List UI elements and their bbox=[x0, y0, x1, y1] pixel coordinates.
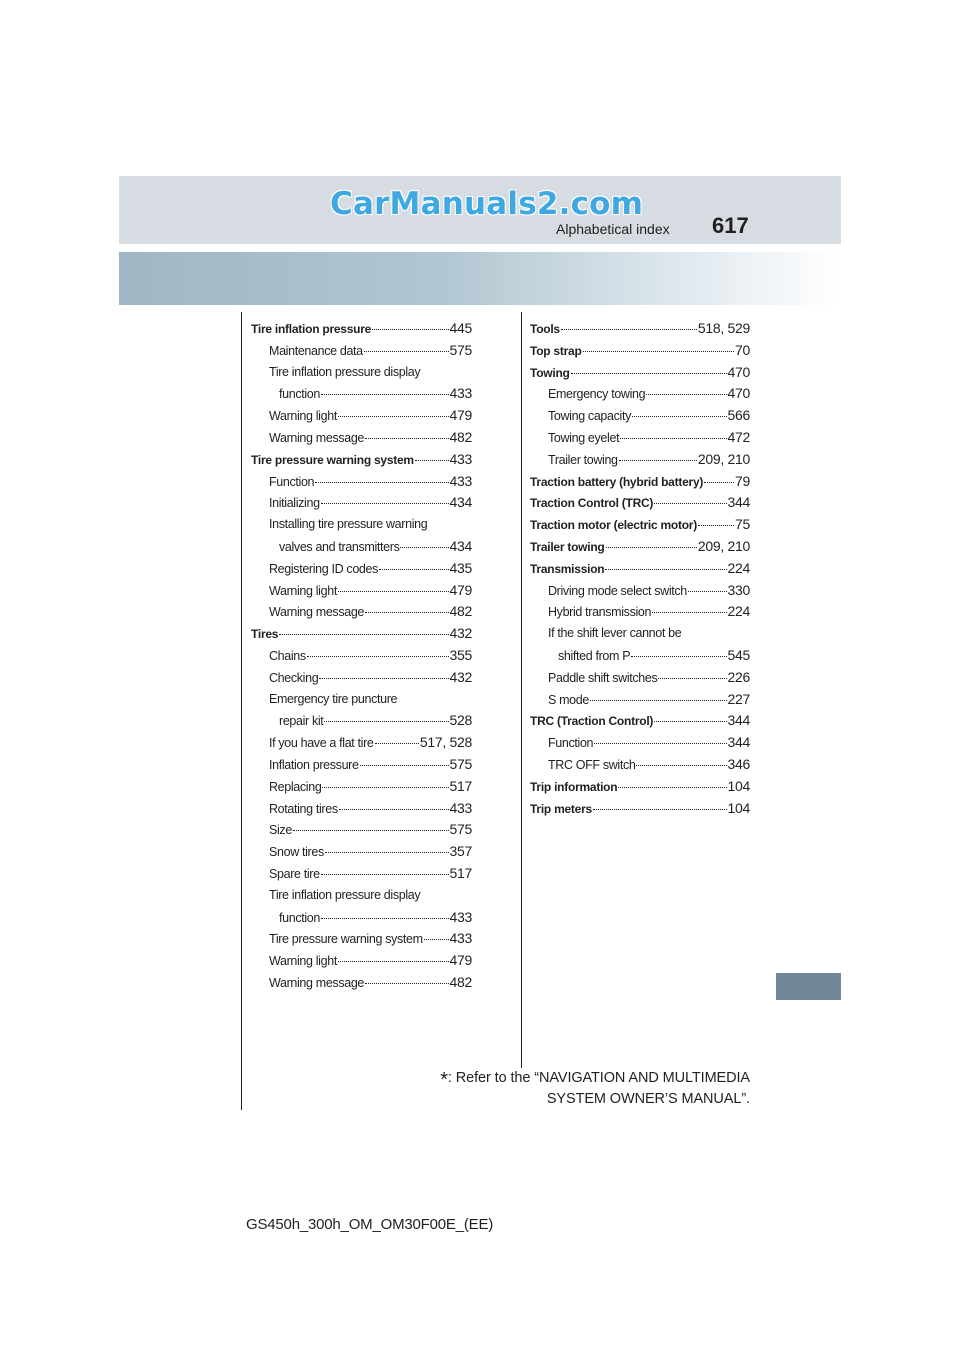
index-entry bbox=[530, 601, 750, 623]
index-entry-label: Tire pressure warning system bbox=[251, 452, 414, 467]
index-entry-page: 346 bbox=[727, 755, 750, 772]
dot-leader bbox=[415, 460, 449, 461]
chapter-band bbox=[119, 252, 841, 305]
dot-leader bbox=[688, 591, 727, 592]
index-entry bbox=[251, 885, 472, 907]
index-entry bbox=[251, 383, 472, 405]
dot-leader bbox=[646, 394, 726, 395]
index-entry bbox=[251, 580, 472, 602]
dot-leader bbox=[307, 656, 449, 657]
index-entry-page: 470 bbox=[727, 363, 750, 380]
index-entry bbox=[251, 689, 472, 711]
index-entry bbox=[530, 623, 750, 645]
dot-leader bbox=[620, 438, 726, 439]
dot-leader bbox=[652, 612, 726, 613]
index-entry bbox=[251, 340, 472, 362]
index-entry bbox=[530, 689, 750, 711]
index-entry-page: 209, 210 bbox=[697, 537, 750, 554]
index-entry-page: 517, 528 bbox=[419, 734, 472, 751]
dot-leader bbox=[324, 721, 448, 722]
index-column-left bbox=[251, 318, 472, 994]
index-entry-label: Traction Control (TRC) bbox=[530, 496, 654, 511]
index-entry bbox=[251, 819, 472, 841]
index-entry bbox=[251, 841, 472, 863]
index-entry-page: 575 bbox=[449, 821, 472, 838]
index-entry-label: Warning light bbox=[269, 583, 337, 598]
index-entry-page: 528 bbox=[449, 712, 472, 729]
column-rule-middle bbox=[521, 312, 522, 1068]
dot-leader bbox=[364, 351, 449, 352]
dot-leader bbox=[400, 547, 448, 548]
index-entry-page: 79 bbox=[735, 472, 750, 489]
index-entry bbox=[530, 405, 750, 427]
index-entry bbox=[251, 492, 472, 514]
footnote-line-2: SYSTEM OWNER’S MANUAL”. bbox=[546, 1091, 750, 1107]
index-entry bbox=[251, 318, 472, 340]
index-entry-page: 482 bbox=[449, 428, 472, 445]
index-entry bbox=[251, 667, 472, 689]
index-entry-page: 344 bbox=[727, 712, 750, 729]
index-entry bbox=[251, 950, 472, 972]
dot-leader bbox=[319, 678, 448, 679]
index-entry-page: 433 bbox=[449, 385, 472, 402]
index-entry bbox=[251, 427, 472, 449]
index-entry-label: Tools bbox=[530, 322, 560, 336]
watermark-logo: CarManuals2.com bbox=[330, 186, 644, 222]
index-entry-label: If you have a flat tire bbox=[269, 736, 374, 751]
index-entry bbox=[530, 449, 750, 471]
dot-leader bbox=[594, 743, 726, 744]
dot-leader bbox=[619, 460, 697, 461]
index-entry-label: Tire inflation pressure display bbox=[269, 887, 421, 902]
index-entry-label: valves and transmitters bbox=[279, 539, 400, 554]
dot-leader bbox=[365, 612, 449, 613]
dot-leader bbox=[593, 809, 727, 810]
index-entry-label: Emergency towing bbox=[548, 387, 646, 402]
index-entry-label: Driving mode select switch bbox=[548, 583, 687, 598]
index-entry bbox=[530, 471, 750, 493]
index-entry bbox=[530, 645, 750, 667]
index-entry-page: 104 bbox=[727, 799, 750, 816]
section-title: Alphabetical index bbox=[556, 221, 670, 237]
dot-leader bbox=[618, 787, 726, 788]
dot-leader bbox=[315, 482, 448, 483]
index-entry-page: 209, 210 bbox=[697, 450, 750, 467]
dot-leader bbox=[338, 961, 449, 962]
index-entry bbox=[251, 362, 472, 384]
dot-leader bbox=[583, 351, 734, 352]
index-entry-label: Tire pressure warning system bbox=[269, 932, 423, 947]
index-entry-page: 470 bbox=[727, 385, 750, 402]
dot-leader bbox=[321, 918, 449, 919]
index-entry-page: 433 bbox=[449, 908, 472, 925]
index-entry-label: Chains bbox=[269, 648, 306, 663]
page-number: 617 bbox=[712, 213, 749, 238]
dot-leader bbox=[293, 830, 449, 831]
index-entry bbox=[530, 667, 750, 689]
index-entry-page: 433 bbox=[449, 472, 472, 489]
index-entry bbox=[251, 732, 472, 754]
index-entry bbox=[251, 907, 472, 929]
index-entry-page: 545 bbox=[727, 646, 750, 663]
index-entry bbox=[251, 536, 472, 558]
index-entry-label: Function bbox=[548, 736, 594, 751]
dot-leader bbox=[339, 809, 449, 810]
index-entry-label: Tire inflation pressure display bbox=[269, 364, 421, 379]
index-entry-label: Trip information bbox=[530, 779, 618, 794]
index-entry-label: TRC (Traction Control) bbox=[530, 714, 654, 729]
index-entry-page: 434 bbox=[449, 537, 472, 554]
index-entry-page: 575 bbox=[449, 755, 472, 772]
dot-leader bbox=[321, 874, 449, 875]
index-entry bbox=[530, 383, 750, 405]
index-entry-label: function bbox=[279, 910, 320, 925]
index-entry-label: Traction motor (electric motor) bbox=[530, 518, 697, 533]
dot-leader bbox=[654, 503, 726, 504]
dot-leader bbox=[321, 503, 449, 504]
index-entry-label: Top strap bbox=[530, 343, 582, 358]
dot-leader bbox=[590, 700, 727, 701]
index-entry bbox=[251, 623, 472, 645]
dot-leader bbox=[632, 416, 727, 417]
index-entry-page: 433 bbox=[449, 799, 472, 816]
index-entry-label: Function bbox=[269, 474, 315, 489]
index-entry bbox=[251, 645, 472, 667]
dot-leader bbox=[322, 787, 448, 788]
index-entry-label: Checking bbox=[269, 670, 319, 685]
index-entry-label: Warning message bbox=[269, 605, 365, 620]
index-entry bbox=[530, 427, 750, 449]
index-entry-label: Warning message bbox=[269, 430, 365, 445]
index-entry-label: Warning light bbox=[269, 954, 337, 969]
index-entry-page: 355 bbox=[449, 646, 472, 663]
index-entry-label: Trailer towing bbox=[548, 452, 618, 467]
index-entry-label: S mode bbox=[548, 692, 589, 707]
index-entry-label: Registering ID codes bbox=[269, 561, 379, 576]
index-entry-page: 479 bbox=[449, 581, 472, 598]
index-entry-label: Rotating tires bbox=[269, 801, 338, 816]
index-entry bbox=[530, 776, 750, 798]
index-entry-page: 433 bbox=[449, 930, 472, 947]
index-entry-label: Installing tire pressure warning bbox=[269, 517, 428, 532]
index-entry bbox=[530, 580, 750, 602]
index-entry-label: TRC OFF switch bbox=[548, 757, 636, 772]
dot-leader bbox=[372, 329, 448, 330]
index-entry-label: Snow tires bbox=[269, 845, 324, 860]
index-entry-page: 517 bbox=[449, 864, 472, 881]
index-entry-page: 344 bbox=[727, 734, 750, 751]
footnote-line-1: : Refer to the “NAVIGATION AND MULTIMEDIA bbox=[447, 1070, 750, 1086]
index-entry bbox=[251, 558, 472, 580]
index-entry bbox=[530, 318, 750, 340]
index-entry-label: Inflation pressure bbox=[269, 757, 359, 772]
index-entry-label: Trip meters bbox=[530, 801, 592, 816]
index-entry-label: Paddle shift switches bbox=[548, 670, 658, 685]
index-entry bbox=[251, 798, 472, 820]
index-entry-page: 434 bbox=[449, 494, 472, 511]
index-entry-label: Maintenance data bbox=[269, 343, 363, 358]
index-entry bbox=[530, 514, 750, 536]
dot-leader bbox=[561, 329, 697, 330]
index-entry bbox=[251, 405, 472, 427]
dot-leader bbox=[360, 765, 449, 766]
index-entry-label: Initializing bbox=[269, 496, 320, 511]
index-entry bbox=[530, 492, 750, 514]
index-column-right bbox=[530, 318, 750, 819]
index-entry-page: 482 bbox=[449, 973, 472, 990]
index-entry bbox=[251, 928, 472, 950]
index-entry bbox=[251, 449, 472, 471]
index-entry bbox=[251, 710, 472, 732]
index-entry bbox=[251, 776, 472, 798]
dot-leader bbox=[704, 482, 734, 483]
dot-leader bbox=[365, 983, 449, 984]
dot-leader bbox=[571, 373, 727, 374]
index-entry-page: 344 bbox=[727, 494, 750, 511]
index-entry-label: If the shift lever cannot be bbox=[548, 626, 682, 641]
index-entry-label: Warning message bbox=[269, 975, 365, 990]
index-entry bbox=[251, 471, 472, 493]
dot-leader bbox=[606, 547, 697, 548]
index-entry bbox=[251, 514, 472, 536]
index-entry-page: 479 bbox=[449, 407, 472, 424]
dot-leader bbox=[658, 678, 726, 679]
index-entry-label: Size bbox=[269, 823, 292, 838]
document-code: GS450h_300h_OM_OM30F00E_(EE) bbox=[246, 1216, 494, 1233]
index-entry-label: Tire inflation pressure bbox=[251, 322, 372, 336]
index-entry-page: 330 bbox=[727, 581, 750, 598]
dot-leader bbox=[605, 569, 726, 570]
dot-leader bbox=[636, 765, 726, 766]
index-entry-page: 226 bbox=[727, 668, 750, 685]
index-entry-page: 445 bbox=[449, 320, 472, 336]
dot-leader bbox=[698, 525, 734, 526]
index-entry bbox=[251, 863, 472, 885]
index-entry-page: 479 bbox=[449, 952, 472, 969]
index-entry-page: 104 bbox=[727, 777, 750, 794]
index-entry-page: 517 bbox=[449, 777, 472, 794]
index-entry-label: Emergency tire puncture bbox=[269, 691, 398, 706]
index-entry-label: Towing capacity bbox=[548, 409, 631, 424]
dot-leader bbox=[338, 416, 449, 417]
index-entry-label: Trailer towing bbox=[530, 539, 605, 554]
index-entry-label: repair kit bbox=[279, 714, 324, 729]
footnote bbox=[440, 1069, 750, 1109]
dot-leader bbox=[631, 656, 726, 657]
chapter-tab bbox=[776, 973, 841, 1000]
index-entry-label: Transmission bbox=[530, 561, 605, 576]
index-entry-label: Towing bbox=[530, 365, 570, 380]
index-entry-page: 224 bbox=[727, 559, 750, 576]
index-entry-label: Warning light bbox=[269, 409, 337, 424]
index-entry-page: 70 bbox=[735, 341, 750, 358]
index-entry-page: 575 bbox=[449, 341, 472, 358]
index-entry-label: Traction battery (hybrid battery) bbox=[530, 474, 704, 489]
index-entry bbox=[530, 558, 750, 580]
index-entry-page: 433 bbox=[449, 450, 472, 467]
index-entry-page: 224 bbox=[727, 603, 750, 620]
dot-leader bbox=[365, 438, 449, 439]
dot-leader bbox=[424, 939, 449, 940]
index-entry-page: 432 bbox=[449, 625, 472, 642]
dot-leader bbox=[338, 591, 449, 592]
dot-leader bbox=[325, 852, 449, 853]
index-entry bbox=[251, 601, 472, 623]
index-entry-page: 75 bbox=[735, 516, 750, 533]
column-rule-left bbox=[241, 312, 242, 1110]
index-entry bbox=[530, 710, 750, 732]
index-entry-label: function bbox=[279, 387, 320, 402]
index-entry-page: 227 bbox=[727, 690, 750, 707]
index-entry bbox=[251, 972, 472, 994]
index-entry-label: Tires bbox=[251, 627, 279, 642]
index-entry-label: shifted from P bbox=[558, 648, 631, 663]
index-entry-page: 518, 529 bbox=[697, 320, 750, 336]
index-entry-page: 435 bbox=[449, 559, 472, 576]
index-entry bbox=[530, 362, 750, 384]
index-entry-page: 566 bbox=[727, 407, 750, 424]
dot-leader bbox=[279, 634, 448, 635]
dot-leader bbox=[375, 743, 419, 744]
footnote-star: * bbox=[440, 1069, 448, 1091]
index-entry-page: 472 bbox=[727, 428, 750, 445]
dot-leader bbox=[654, 721, 726, 722]
dot-leader bbox=[379, 569, 449, 570]
index-entry-page: 357 bbox=[449, 843, 472, 860]
dot-leader bbox=[321, 394, 449, 395]
index-entry-page: 432 bbox=[449, 668, 472, 685]
index-entry bbox=[530, 536, 750, 558]
index-entry-label: Replacing bbox=[269, 779, 322, 794]
index-entry bbox=[530, 732, 750, 754]
index-entry bbox=[530, 798, 750, 820]
index-entry-page: 482 bbox=[449, 603, 472, 620]
index-entry-label: Hybrid transmission bbox=[548, 605, 652, 620]
index-entry bbox=[251, 754, 472, 776]
index-entry-label: Towing eyelet bbox=[548, 430, 620, 445]
index-entry-label: Spare tire bbox=[269, 866, 320, 881]
index-entry bbox=[530, 754, 750, 776]
index-entry bbox=[530, 340, 750, 362]
